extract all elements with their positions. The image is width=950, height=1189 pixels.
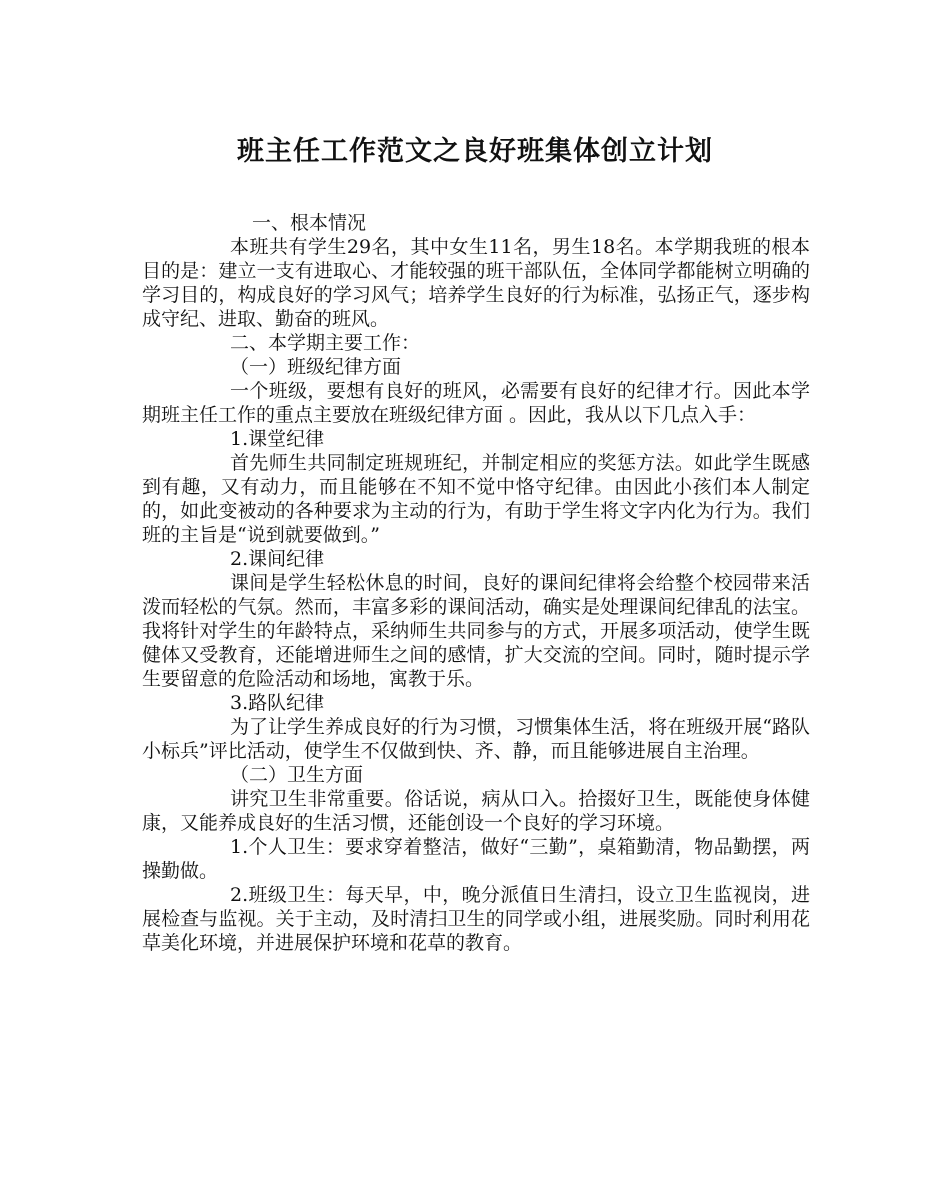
paragraph: 一个班级，要想有良好的班风，必需要有良好的纪律才行。因此本学期班主任工作的重点主要放在班级纪律方面 。因此，我从以下几点入手： [142, 380, 810, 426]
paragraph: 讲究卫生非常重要。俗话说，病从口入。拾掇好卫生，既能使身体健康，又能养成良好的生活习惯，还能创设一个良好的学习环境。 [142, 788, 810, 834]
paragraph: 课间是学生轻松休息的时间，良好的课间纪律将会给整个校园带来活泼而轻松的气氛。然而，丰富多彩的课间活动，确实是处理课间纪律乱的法宝。我将针对学生的年龄特点，采纳师生共同参与的方式，开展多项活动，使学生既健体又受教育，还能增进师生之间的感情，扩大交流的空间。同时，随时提示学生要留意的危险活动和场地，寓教于乐。 [142, 572, 810, 690]
section-heading: 一、根本情况 [252, 212, 367, 234]
item-heading: 3.路队纪律 [230, 692, 325, 714]
document-title: 班主任工作范文之良好班集体创立计划 [237, 136, 713, 167]
paragraph: 为了让学生养成良好的行为习惯，习惯集体生活，将在班级开展“路队小标兵”评比活动，使学生不仅做到快、齐、静，而且能够进展自主治理。 [142, 716, 810, 762]
item-heading: 1.课堂纪律 [230, 428, 325, 450]
section-heading: 二、本学期主要工作： [230, 332, 421, 354]
paragraph: 2.班级卫生：每天早，中，晚分派值日生清扫，设立卫生监视岗，进展检查与监视。关于主动，及时清扫卫生的同学或小组，进展奖励。同时利用花草美化环境，并进展保护环境和花草的教育。 [142, 884, 810, 954]
item-heading: 2.课间纪律 [230, 548, 325, 570]
paragraph: 1.个人卫生：要求穿着整洁，做好“三勤”，桌箱勤清，物品勤摆，两操勤做。 [142, 836, 810, 882]
paragraph: 本班共有学生29名，其中女生11名，男生18名。本学期我班的根本目的是：建立一支有进取心、才能较强的班干部队伍，全体同学都能树立明确的学习目的，构成良好的学习风气；培养学生良好的行为标准，弘扬正气，逐步构成守纪、进取、勤奋的班风。 [142, 236, 810, 330]
subsection-heading: （一）班级纪律方面 [230, 356, 402, 378]
subsection-heading: （二）卫生方面 [230, 764, 364, 786]
document-body [142, 211, 810, 955]
paragraph: 首先师生共同制定班规班纪，并制定相应的奖惩方法。如此学生既感到有趣，又有动力，而且能够在不知不觉中恪守纪律。由因此小孩们本人制定的，如此变被动的各种要求为主动的行为，有助于学生将文字内化为行为。我们班的主旨是“说到就要做到。” [142, 452, 810, 546]
